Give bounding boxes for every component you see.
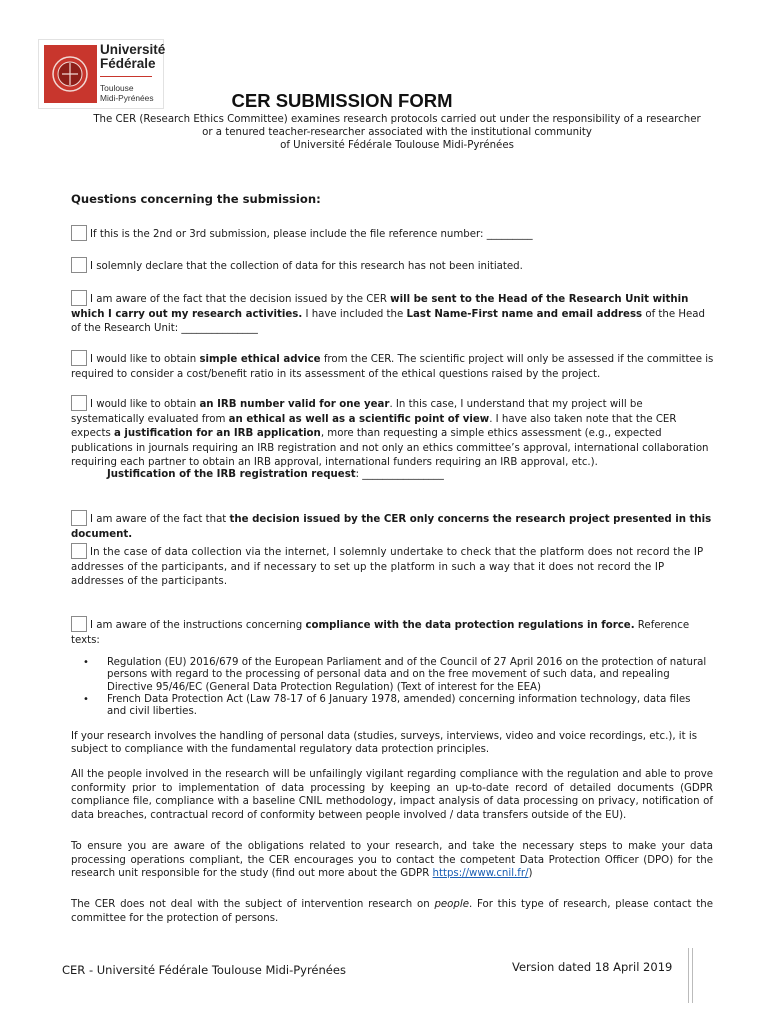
item-internet <box>71 543 715 590</box>
simple-advice-checkbox[interactable] <box>71 350 87 366</box>
item-decision-scope <box>71 510 715 542</box>
compliance-text-1: I am aware of the instructions concerning <box>90 620 306 631</box>
irb-justification-field[interactable]: : ________________ <box>355 469 444 480</box>
resubmission-text: If this is the 2nd or 3rd submission, please include the file reference number: _________ <box>90 229 533 240</box>
item-head-of-unit <box>71 290 715 337</box>
bullet-marker-1: • <box>83 657 89 668</box>
compliance-checkbox[interactable] <box>71 616 87 632</box>
intervention-text-1: The CER does not deal with the subject of intervention research on <box>71 899 435 910</box>
reference-text-gdpr: Regulation (EU) 2016/679 of the European Parliament and of the Council of 27 April 2016 on the protection of natural persons with regard to the processing of personal data and on the free movement of such data, and repealing Directive 95/46/EC (General Data Protection Regulation) (Text of interest for the EEA) <box>107 657 707 693</box>
cnil-link[interactable]: https://www.cnil.fr/ <box>432 868 529 880</box>
internet-text: In the case of data collection via the internet, I solemnly undertake to check that the platform does not record the IP addresses of the participants, and if necessary to set up the platform in such a way that it does not record the IP addresses of the participants. <box>71 547 704 588</box>
footer-version: Version dated 18 April 2019 <box>512 960 673 974</box>
irb-text-4: , more than requesting a simple ethics assessment (e.g., expected publications in journals requiring an IRB registration and not only an ethics committee’s approval, international collaboration requiring each partner to obtain an IRB approval, international funders requiring an IRB approval, etc.). <box>71 428 709 469</box>
item-compliance <box>71 616 715 648</box>
logo-text-line3: Toulouse <box>100 83 134 93</box>
item-resubmission <box>71 225 721 243</box>
irb-justification <box>107 468 707 483</box>
intervention-text-2: . For this type of research, please contact the committee for the protection of persons. <box>71 899 714 924</box>
section-heading: Questions concerning the submission: <box>71 192 321 206</box>
decision-scope-checkbox[interactable] <box>71 510 87 526</box>
irb-bold-3: a justification for an IRB application <box>114 428 321 440</box>
decision-scope-text: I am aware of the fact that <box>90 514 230 525</box>
irb-checkbox[interactable] <box>71 395 87 411</box>
bullet-marker-2: • <box>83 694 89 705</box>
intro-line-2: or a tenured teacher-researcher associated with the institutional community <box>202 127 592 138</box>
intervention-italic: people <box>434 899 469 910</box>
item-simple-advice <box>71 350 715 382</box>
head-of-unit-bold-2: Last Name-First name and email address <box>406 308 643 320</box>
paragraph-vigilance: All the people involved in the research will be unfailingly vigilant regarding compliance with the regulation and able to prove conformity prior to implementation of data processing by keeping an up-to-date record of detailed documents (GDPR compliance file, compliance with a baseline CNIL methodology, impact analysis of data processing on privacy, notification of data breaches, contractual record of conformity between people involved / data transfers outside of the EU). <box>71 769 713 822</box>
paragraph-dpo <box>71 840 713 881</box>
paragraph-personal-data: If your research involves the handling of personal data (studies, surveys, interviews, video and voice recordings, etc.), it is subject to compliance with the fundamental regulatory data protection principles. <box>71 731 698 755</box>
footer-institution: CER - Université Fédérale Toulouse Midi-Pyrénées <box>62 963 346 977</box>
declaration-text: I solemnly declare that the collection of data for this research has not been initiated. <box>90 261 523 272</box>
intro-line-3: of Université Fédérale Toulouse Midi-Pyrénées <box>280 140 514 151</box>
dpo-text: To ensure you are aware of the obligations related to your research, and take the necessary steps to make your data processing operations compliant, the CER encourages you to contact the competent Data Protection Officer (DPO) for the research unit responsible for the study (find out more about the GDPR <box>71 841 713 880</box>
logo-text-line4: Midi-Pyrénées <box>100 93 154 103</box>
irb-text-1: I would like to obtain <box>90 399 200 410</box>
simple-advice-text-1: I would like to obtain <box>90 354 200 365</box>
compliance-text-2: Reference texts: <box>71 620 690 646</box>
logo-text-line1: Université <box>100 42 166 57</box>
item-irb <box>71 395 715 471</box>
logo-text-line2: Fédérale <box>100 56 156 71</box>
intro-line-1: The CER (Research Ethics Committee) examines research protocols carried out under the responsibility of a researcher <box>93 114 701 125</box>
irb-bold-1: an IRB number valid for one year <box>199 399 390 410</box>
irb-text-2: . In this case, I understand that my project will be systematically evaluated from <box>71 399 643 425</box>
head-of-unit-text-1: I am aware of the fact that the decision issued by the CER <box>90 294 391 305</box>
resubmission-checkbox[interactable] <box>71 225 87 241</box>
simple-advice-text-2: from the CER. The scientific project will only be assessed if the committee is required to consider a cost/benefit ratio in its assessment of the ethical questions raised by the project. <box>71 354 714 380</box>
decision-scope-bold: the decision issued by the CER only concerns the research project presented in this document. <box>71 514 712 540</box>
dpo-text-end: ) <box>528 868 533 880</box>
form-title: CER SUBMISSION FORM <box>231 90 453 111</box>
irb-bold-2: an ethical as well as a scientific point of view <box>228 413 490 425</box>
head-of-unit-checkbox[interactable] <box>71 290 87 306</box>
footer-divider <box>688 948 693 1003</box>
compliance-bold: compliance with the data protection regulations in force. <box>305 620 635 631</box>
irb-justification-label: Justification of the IRB registration request <box>107 469 356 480</box>
paragraph-intervention-research <box>71 898 713 925</box>
declaration-checkbox[interactable] <box>71 257 87 273</box>
simple-advice-bold: simple ethical advice <box>199 354 321 365</box>
item-declaration <box>71 257 721 275</box>
internet-checkbox[interactable] <box>71 543 87 559</box>
head-of-unit-bold-1: will be sent to the Head of the Research Unit within which I carry out my research activities. <box>71 294 689 320</box>
reference-text-french-law: French Data Protection Act (Law 78-17 of 6 January 1978, amended) concerning information technology, data files and civil liberties. <box>107 694 691 718</box>
head-of-unit-text-2: I have included the <box>302 308 407 320</box>
head-of-unit-text-3: of the Head of the Research Unit: _______________ <box>71 308 705 335</box>
logo-divider <box>100 76 152 77</box>
irb-text-3: . I have also taken note that the CER expects <box>71 413 677 440</box>
